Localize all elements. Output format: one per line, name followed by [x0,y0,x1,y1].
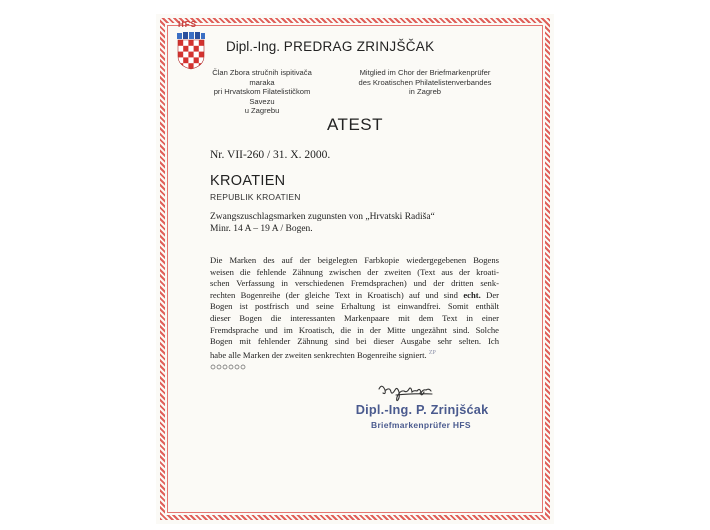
subject-block [210,211,435,235]
control-circles-icon [210,364,246,370]
crest-shield [178,40,204,70]
subject-line: Zwangszuschlagsmarken zugunsten von „Hrvatski Radiša“ [210,212,435,222]
body-line: Bogen mit fehlender Zähnung sind bei dieser Ausgabe sehr selten. Ich [210,336,499,347]
verdict-echt: echt. [463,289,481,300]
membership-german [330,68,520,97]
body-line: weisen die fehlende Zähnung zwischen der zweiten (Text aus der kroati- [210,266,499,277]
document-title: ATEST [326,115,384,134]
expert-stamp-title: Briefmarkenprüfer HFS [371,420,471,430]
body-line: Bogen ist postfrisch und seine Erhaltung ist einwandfrei. Somit enthält [210,301,499,312]
name-prefix: Dipl.-Ing. [226,39,281,54]
body-line-text: habe alle Marken der zweiten senkrechten Bogenreihe signiert. [210,349,427,360]
membership-line: pri Hrvatskom Filatelističkom Savezu [213,87,311,106]
subject-line: Minr. 14 A – 19 A / Bogen. [210,224,313,234]
reference-number: Nr. VII-260 / 31. X. 2000. [210,149,331,161]
crest-crown [177,32,205,39]
logo-text: HFS [178,20,197,29]
membership-line: Član Zbora stručnih ispitivača maraka [212,68,312,87]
country-heading: KROATIEN [210,173,286,189]
body-line: Fremdsprache und im Kroatisch, die in der Mitte ungezähnt sind. Solche [210,324,499,335]
handwritten-signature [376,381,436,403]
body-line: dieser Bogen die interessanten Markenpaare mit dem Text in einer [210,312,499,323]
body-line-text: rechten Bogenreihe (der gleiche Text in Kroatisch) auf und sind [210,289,464,300]
certificate-body [210,255,499,361]
body-line: Die Marken des auf der beigelegten Farbkopie wiedergegebenen Bogens [210,255,499,265]
membership-line: des Kroatischen Philatelistenverbandes [358,77,492,87]
body-line-final [210,348,499,361]
membership-line: in Zagreb [408,87,442,96]
croatian-crest-icon [176,32,206,70]
body-line: schen Verfassung in verschiedenen Fremdsprachen) und der dritten senk- [210,278,499,289]
membership-croatian [200,68,324,116]
membership-line: u Zagrebu [244,106,280,115]
expert-name: PREDRAG ZRINJŠČAK [283,39,435,54]
body-line-with-verdict [210,290,499,302]
body-line-tail: Der [480,289,499,300]
country-subheading: REPUBLIK KROATIEN [210,192,301,202]
control-marks [210,357,246,375]
letterhead-name [226,39,434,54]
membership-line: Mitglied im Chor der Briefmarkenprüfer [359,68,491,77]
expert-stamp-name: Dipl.-Ing. P. Zrinjšćak [355,403,489,417]
mini-signature-stamp: ZP [428,349,436,356]
